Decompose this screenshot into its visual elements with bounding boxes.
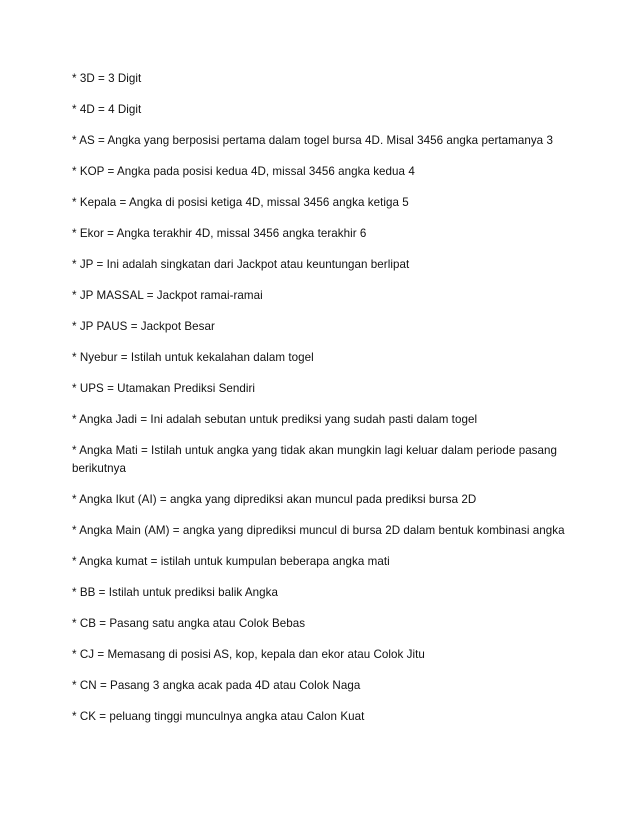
glossary-entry-ups: * UPS = Utamakan Prediksi Sendiri [72, 382, 256, 395]
glossary-entry-as: * AS = Angka yang berposisi pertama dalam togel bursa 4D. Misal 3456 angka pertamanya 3 [72, 134, 553, 147]
glossary-entry-angka-ikut: * Angka Ikut (AI) = angka yang diprediksi akan muncul pada prediksi bursa 2D [72, 493, 477, 506]
glossary-entry-kop: * KOP = Angka pada posisi kedua 4D, missal 3456 angka kedua 4 [72, 165, 415, 178]
glossary-entry-jp-massal: * JP MASSAL = Jackpot ramai-ramai [72, 289, 263, 302]
glossary-entry-angka-jadi: * Angka Jadi = Ini adalah sebutan untuk prediksi yang sudah pasti dalam togel [72, 413, 478, 426]
glossary-entry-angka-main: * Angka Main (AM) = angka yang diprediksi muncul di bursa 2D dalam bentuk kombinasi angka [72, 524, 565, 537]
glossary-entry-ck: * CK = peluang tinggi munculnya angka atau Calon Kuat [72, 710, 365, 723]
glossary-entry-angka-kumat: * Angka kumat = istilah untuk kumpulan beberapa angka mati [72, 555, 390, 568]
glossary-entry-nyebur: * Nyebur = Istilah untuk kekalahan dalam togel [72, 351, 314, 364]
glossary-entry-jp-paus: * JP PAUS = Jackpot Besar [72, 320, 215, 333]
glossary-entry-3d: * 3D = 3 Digit [72, 72, 142, 85]
glossary-entry-jp: * JP = Ini adalah singkatan dari Jackpot atau keuntungan berlipat [72, 258, 410, 271]
glossary-entry-4d: * 4D = 4 Digit [72, 103, 142, 116]
glossary-entry-angka-mati: * Angka Mati = Istilah untuk angka yang tidak akan mungkin lagi keluar dalam periode pasang berikutnya [72, 444, 558, 475]
glossary-entry-cn: * CN = Pasang 3 angka acak pada 4D atau Colok Naga [72, 679, 361, 692]
glossary-list [72, 70, 572, 739]
glossary-entry-kepala: * Kepala = Angka di posisi ketiga 4D, missal 3456 angka ketiga 5 [72, 196, 409, 209]
glossary-entry-cb: * CB = Pasang satu angka atau Colok Bebas [72, 617, 306, 630]
glossary-entry-bb: * BB = Istilah untuk prediksi balik Angka [72, 586, 279, 599]
glossary-entry-ekor: * Ekor = Angka terakhir 4D, missal 3456 angka terakhir 6 [72, 227, 367, 240]
glossary-entry-cj: * CJ = Memasang di posisi AS, kop, kepala dan ekor atau Colok Jitu [72, 648, 425, 661]
